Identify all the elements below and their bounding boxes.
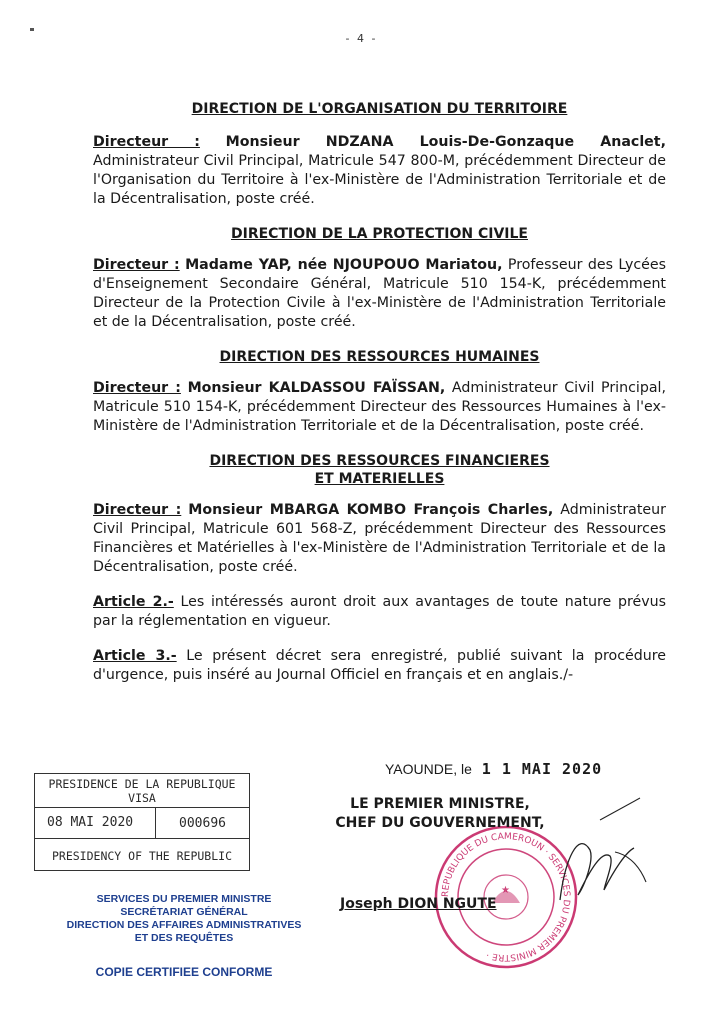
article-3 [93,647,666,685]
signature-dateline [385,760,602,778]
document-body [93,100,666,685]
director-name: Monsieur NDZANA Louis-De-Gonzaque Anaclet, [225,134,666,150]
section-heading-ressources-financieres [93,452,666,488]
signature-place: YAOUNDE, le [385,761,472,777]
visa-stamp [34,773,250,871]
section-heading-line1: DIRECTION DES RESSOURCES FINANCIERES [209,453,550,469]
director-description: Professeur des Lycées d'Enseignement Secondaire Général, Matricule 510 154-K, précédemment Directeur de la Protection Civile à l'ex-Ministère de l'Administration Territoriale et de la Décentralisation, poste créé. [93,257,666,330]
visa-stamp-date: 08 MAI 2020 [35,808,156,838]
visa-stamp-number: 000696 [179,815,226,831]
director-label: Directeur : [93,134,200,150]
section-heading-territoire: DIRECTION DE L'ORGANISATION DU TERRITOIRE [191,101,568,117]
article-label: Article 2.- [93,594,174,610]
director-name: Madame YAP, née NJOUPOUO Mariatou, [185,257,503,273]
signatory-title-line1: LE PREMIER MINISTRE, [350,796,530,812]
article-2 [93,593,666,631]
visa-stamp-line2: VISA [35,791,249,808]
services-stamp-line1: SERVICES DU PREMIER MINISTRE [96,893,272,905]
visa-stamp-row [35,808,249,839]
handwritten-signature [530,790,650,920]
signatory-title [320,795,560,833]
services-stamp-line2: SECRÉTARIAT GÉNÉRAL [120,906,248,918]
article-text: Le présent décret sera enregistré, publié suivant la procédure d'urgence, puis inséré au Journal Officiel en français et en anglais./- [93,648,666,683]
section-heading-ressources-humaines: DIRECTION DES RESSOURCES HUMAINES [219,349,540,365]
director-label: Directeur : [93,257,180,273]
section-paragraph-territoire [93,133,666,209]
services-stamp-line4: ET DES REQUÊTES [134,932,234,944]
section-paragraph-ressources-financieres [93,501,666,577]
director-name: Monsieur KALDASSOU FAÏSSAN, [187,380,446,396]
director-label: Directeur : [93,380,181,396]
director-description: Administrateur Civil Principal, Matricule 510 154-K, précédemment Directeur des Ressources Humaines à l'ex-Ministère de l'Administration Territoriale et de la Décentralisation, poste créé. [93,380,666,434]
services-stamp-line3: DIRECTION DES AFFAIRES ADMINISTRATIVES [66,919,302,931]
director-name: Monsieur MBARGA KOMBO François Charles, [188,502,554,518]
signature-stroke-1 [560,844,634,900]
section-heading-protection-civile: DIRECTION DE LA PROTECTION CIVILE [231,226,528,242]
scan-speck [30,28,34,31]
signature-date: 1 1 MAI 2020 [481,760,603,778]
page-number: - 4 - [345,32,378,45]
director-description: Administrateur Civil Principal, Matricule 547 800-M, précédemment Directeur de l'Organisation du Territoire à l'ex-Ministère de l'Administration Territoriale et de la Décentralisation, poste créé. [93,153,666,207]
article-text: Les intéressés auront droit aux avantages de toute nature prévus par la réglementation en vigueur. [93,594,667,629]
certified-copy-mark: COPIE CERTIFIEE CONFORME [95,965,273,979]
signature-stroke-3 [615,852,646,882]
director-label: Directeur : [93,502,182,518]
signatory-title-line2: CHEF DU GOUVERNEMENT, [335,815,545,831]
section-heading-line2: ET MATERIELLES [314,471,445,487]
signatory-name: Joseph DION NGUTE [340,896,497,912]
visa-stamp-line1: PRESIDENCE DE LA REPUBLIQUE [48,777,236,791]
section-paragraph-protection-civile [93,256,666,332]
article-label: Article 3.- [93,648,177,664]
director-description: Administrateur Civil Principal, Matricule 601 568-Z, précédemment Directeur des Ressources Financières et Matérielles à l'ex-Ministère de l'Administration Territoriale et de la Décentralisation, poste créé. [93,502,666,575]
section-paragraph-ressources-humaines [93,379,666,436]
visa-stamp-line4: PRESIDENCY OF THE REPUBLIC [51,849,232,863]
services-stamp [50,893,318,945]
signature-stroke-2 [600,798,640,820]
seal-star: ★ [501,885,510,896]
seal-ring-text: REPUBLIQUE DU CAMEROUN · SERVICES DU PREMIER MINISTRE · [440,831,572,963]
